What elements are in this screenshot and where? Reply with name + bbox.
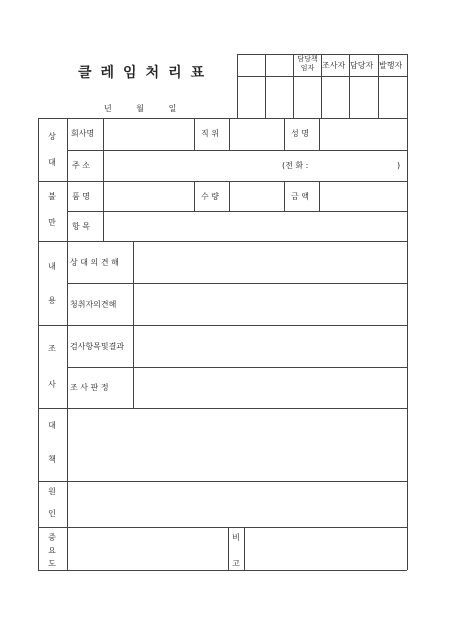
- item-field[interactable]: [104, 182, 193, 210]
- section-label-partner: 상 대: [48, 132, 56, 167]
- cause-field[interactable]: [68, 482, 406, 526]
- phone-field[interactable]: [330, 151, 395, 180]
- section-label-content: 내 용: [48, 262, 56, 305]
- approval-header-staff: 담당자: [350, 61, 374, 70]
- section-label-complaint: 불 만: [48, 192, 56, 227]
- position-field[interactable]: [230, 119, 283, 149]
- approval-sign-issuer[interactable]: [379, 77, 406, 117]
- section-label-measures: 대 책: [48, 421, 56, 464]
- partner-opinion-field[interactable]: [134, 242, 406, 282]
- company-label: 회사명: [71, 129, 95, 138]
- company-field[interactable]: [104, 119, 193, 149]
- approval-header-manager: 담당책임자: [297, 55, 318, 72]
- date-month-label: 월: [136, 104, 145, 113]
- phone-label: (전 화 :: [282, 161, 309, 170]
- section-label-investigation: 조 사: [48, 344, 56, 389]
- address-field[interactable]: [104, 151, 279, 180]
- quantity-label: 수 량: [201, 192, 219, 201]
- measures-field[interactable]: [68, 409, 406, 480]
- date-day-label: 일: [168, 104, 177, 113]
- judgment-field[interactable]: [134, 368, 406, 407]
- address-label: 주 소: [72, 161, 90, 170]
- handler-opinion-field[interactable]: [134, 284, 406, 324]
- date-line: [104, 103, 176, 114]
- name-field[interactable]: [320, 119, 406, 149]
- remarks-field[interactable]: [245, 528, 406, 569]
- position-label: 직 위: [201, 129, 219, 138]
- name-label: 성 명: [291, 129, 309, 138]
- date-year-label: 년: [104, 104, 112, 113]
- importance-field[interactable]: [68, 528, 227, 569]
- amount-label: 금 액: [291, 192, 309, 201]
- approval-sign-manager[interactable]: [294, 77, 320, 117]
- section-label-cause: 원 인: [48, 487, 56, 518]
- item-label: 품 명: [72, 192, 90, 201]
- approval-header-investigator: 조사자: [322, 61, 346, 70]
- amount-field[interactable]: [320, 182, 406, 210]
- partner-opinion-label: 상 대 의 견 해: [70, 258, 119, 267]
- approval-sign-staff[interactable]: [350, 77, 377, 117]
- judgment-label: 조 사 판 정: [70, 383, 109, 392]
- handler-opinion-label: 청취자의견해: [70, 300, 117, 309]
- section-label-remarks: 비 고: [232, 533, 240, 568]
- quantity-field[interactable]: [230, 182, 283, 210]
- phone-close: ): [397, 161, 401, 170]
- result-field[interactable]: [134, 326, 406, 366]
- section-label-importance: 중 요 도: [48, 533, 56, 568]
- category-label: 항 목: [72, 222, 90, 231]
- form-title: 클레임처리표: [78, 65, 214, 81]
- result-label: 검사항목및결과: [70, 342, 125, 351]
- category-field[interactable]: [104, 212, 406, 240]
- approval-header-issuer: 발행자: [379, 61, 403, 70]
- approval-sign-investigator[interactable]: [322, 77, 348, 117]
